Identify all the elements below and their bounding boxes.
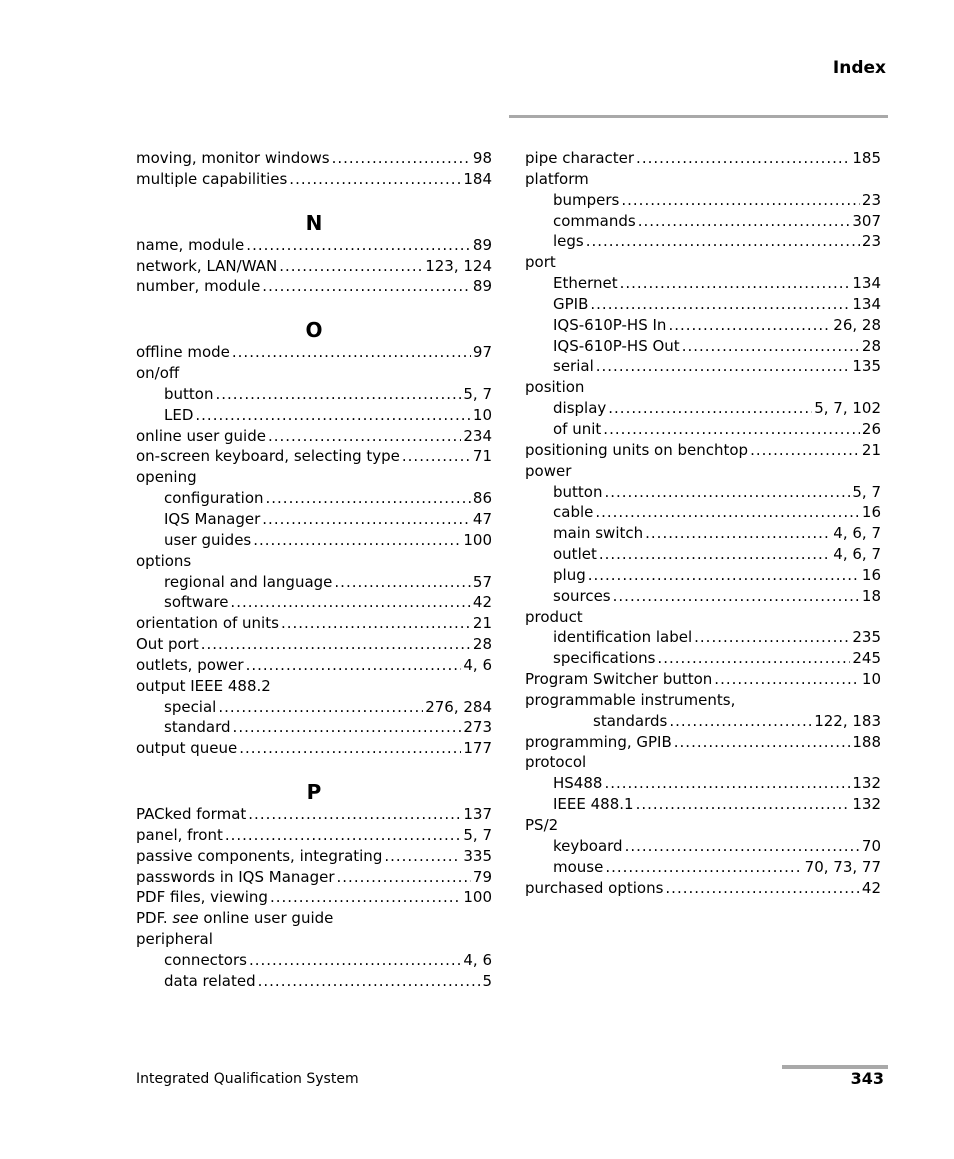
index-entry: Program Switcher button ..... 10 bbox=[525, 669, 881, 690]
index-entry: panel, front ..... 5, 7 bbox=[136, 825, 492, 846]
index-subentry: IQS-610P-HS Out ..... 28 bbox=[525, 336, 881, 357]
index-entry: offline mode ..... 97 bbox=[136, 342, 492, 363]
index-entry-cross-reference: PDF. see online user guide bbox=[136, 909, 334, 928]
header-rule bbox=[509, 115, 888, 118]
index-subentry: user guides ..... 100 bbox=[136, 530, 492, 551]
index-subentry: standard ..... 273 bbox=[136, 717, 492, 738]
index-entry: programmable instruments, bbox=[525, 690, 736, 709]
index-entry: on/off bbox=[136, 364, 180, 383]
page-number: 343 bbox=[850, 1069, 884, 1088]
index-subentry: software ..... 42 bbox=[136, 592, 492, 613]
index-column-right bbox=[525, 148, 881, 898]
index-entry: number, module ..... 89 bbox=[136, 276, 492, 297]
index-subentry: commands ..... 307 bbox=[525, 211, 881, 232]
index-column-left bbox=[136, 148, 492, 992]
index-entry: options bbox=[136, 551, 192, 570]
index-entry: purchased options ..... 42 bbox=[525, 878, 881, 899]
index-subentry: mouse ..... 70, 73, 77 bbox=[525, 857, 881, 878]
index-subentry: button ..... 5, 7 bbox=[525, 482, 881, 503]
index-subentry: connectors ..... 4, 6 bbox=[136, 950, 492, 971]
index-subentry: serial ..... 135 bbox=[525, 356, 881, 377]
section-letter-p: P bbox=[306, 780, 322, 805]
index-subentry: GPIB ..... 134 bbox=[525, 294, 881, 315]
section-letter-o: O bbox=[305, 318, 323, 343]
index-entry-continuation: standards ..... 122, 183 bbox=[525, 711, 881, 732]
index-entry: peripheral bbox=[136, 930, 213, 949]
index-subentry: identification label ..... 235 bbox=[525, 627, 881, 648]
index-subentry: of unit ..... 26 bbox=[525, 419, 881, 440]
running-header-title: Index bbox=[832, 58, 886, 78]
index-subentry: IQS-610P-HS In ..... 26, 28 bbox=[525, 315, 881, 336]
index-entry: PACked format ..... 137 bbox=[136, 804, 492, 825]
index-subentry: sources ..... 18 bbox=[525, 586, 881, 607]
index-subentry: plug ..... 16 bbox=[525, 565, 881, 586]
index-subentry: button ..... 5, 7 bbox=[136, 384, 492, 405]
index-subentry: cable ..... 16 bbox=[525, 502, 881, 523]
index-entry: PS/2 bbox=[525, 816, 559, 834]
index-subentry: display ..... 5, 7, 102 bbox=[525, 398, 881, 419]
index-entry: outlets, power ..... 4, 6 bbox=[136, 655, 492, 676]
index-entry: port bbox=[525, 253, 556, 272]
index-entry: on-screen keyboard, selecting type ..... 71 bbox=[136, 446, 492, 467]
index-entry: network, LAN/WAN ..... 123, 124 bbox=[136, 256, 492, 277]
footer-document-title: Integrated Qualification System bbox=[136, 1071, 359, 1087]
index-subentry: keyboard ..... 70 bbox=[525, 836, 881, 857]
index-entry: programming, GPIB ..... 188 bbox=[525, 732, 881, 753]
index-subentry: LED ..... 10 bbox=[136, 405, 492, 426]
index-entry: protocol bbox=[525, 753, 587, 772]
index-entry: name, module ..... 89 bbox=[136, 235, 492, 256]
index-entry: multiple capabilities ..... 184 bbox=[136, 169, 492, 190]
index-entry: Out port ..... 28 bbox=[136, 634, 492, 655]
index-entry: positioning units on benchtop ..... 21 bbox=[525, 440, 881, 461]
index-entry: opening bbox=[136, 468, 197, 487]
index-subentry: HS488 ..... 132 bbox=[525, 773, 881, 794]
index-entry: platform bbox=[525, 169, 589, 188]
index-subentry: bumpers ..... 23 bbox=[525, 190, 881, 211]
index-entry: position bbox=[525, 378, 585, 397]
index-subentry: configuration ..... 86 bbox=[136, 488, 492, 509]
index-entry: power bbox=[525, 461, 572, 480]
section-letter-n: N bbox=[305, 210, 323, 235]
index-subentry: IQS Manager ..... 47 bbox=[136, 509, 492, 530]
index-entry: orientation of units ..... 21 bbox=[136, 613, 492, 634]
index-entry: passwords in IQS Manager ..... 79 bbox=[136, 867, 492, 888]
index-subentry: data related ..... 5 bbox=[136, 971, 492, 992]
index-subentry: IEEE 488.1 ..... 132 bbox=[525, 794, 881, 815]
index-subentry: regional and language ..... 57 bbox=[136, 572, 492, 593]
index-entry: moving, monitor windows ..... 98 bbox=[136, 148, 492, 169]
index-subentry: outlet ..... 4, 6, 7 bbox=[525, 544, 881, 565]
index-subentry: specifications ..... 245 bbox=[525, 648, 881, 669]
index-subentry: special ..... 276, 284 bbox=[136, 697, 492, 718]
index-entry: online user guide ..... 234 bbox=[136, 426, 492, 447]
index-entry: pipe character ..... 185 bbox=[525, 148, 881, 169]
index-entry: PDF files, viewing ..... 100 bbox=[136, 887, 492, 908]
index-entry: passive components, integrating ..... 335 bbox=[136, 846, 492, 867]
index-entry: output IEEE 488.2 bbox=[136, 676, 271, 695]
index-subentry: legs ..... 23 bbox=[525, 231, 881, 252]
index-entry: output queue ..... 177 bbox=[136, 738, 492, 759]
index-entry: product bbox=[525, 607, 583, 626]
index-subentry: Ethernet ..... 134 bbox=[525, 273, 881, 294]
index-subentry: main switch ..... 4, 6, 7 bbox=[525, 523, 881, 544]
